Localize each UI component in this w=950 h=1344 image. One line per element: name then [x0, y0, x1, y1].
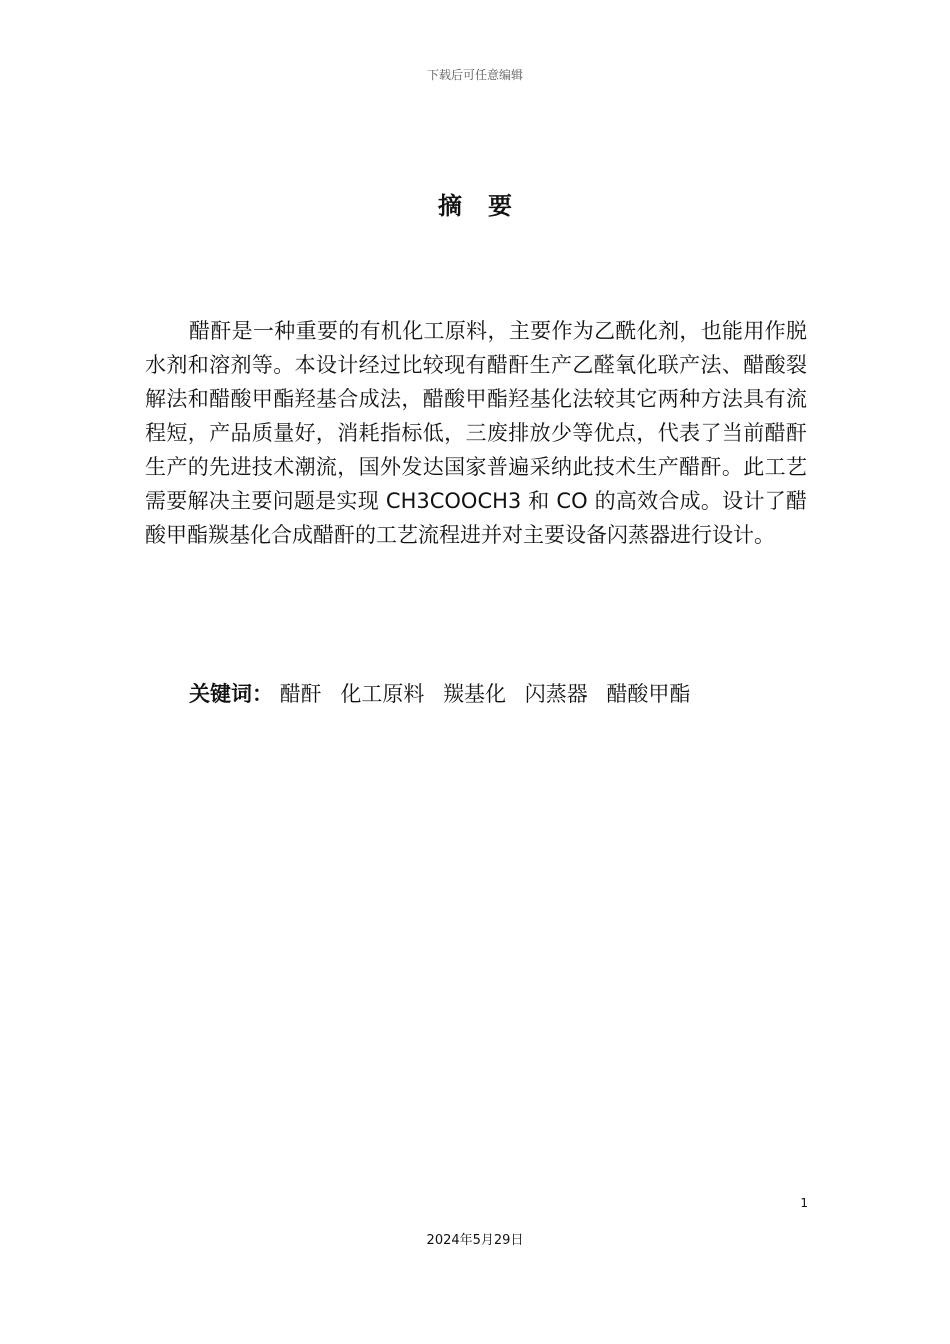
header-note: 下载后可任意编辑 — [426, 68, 523, 82]
abstract-paragraph: 醋酐是一种重要的有机化工原料，主要作为乙酰化剂，也能用作脱水剂和溶剂等。本设计经过比较现有醋酐生产乙醛氧化联产法、醋酸裂解法和醋酸甲酯羟基合成法，醋酸甲酯羟基化法较其它两种方法具有流程短，产品质量好，消耗指标低，三废排放少等优点，代表了当前醋酐生产的先进技术潮流，国外发达国家普遍采纳此技术生产醋酐。此工艺需要解决主要问题是实现 CH3COOCH3 和 CO 的高效合成。设计了醋酸甲酯羰基化合成醋酐的工艺流程进并对主要设备闪蒸器进行设计。 — [145, 319, 807, 547]
keyword-item: 醋酸甲酯 — [606, 682, 691, 706]
footer-date: 2024年5月29日 — [426, 1233, 524, 1248]
keywords-label: 关键词： — [189, 682, 273, 706]
keywords-line — [189, 677, 702, 711]
page-title: 摘要 — [438, 192, 538, 220]
keyword-item: 化工原料 — [340, 682, 425, 706]
keyword-item: 闪蒸器 — [524, 682, 588, 706]
page-number: 1 — [800, 1196, 808, 1210]
keyword-item: 醋酐 — [279, 682, 322, 706]
keyword-item: 羰基化 — [443, 682, 507, 706]
